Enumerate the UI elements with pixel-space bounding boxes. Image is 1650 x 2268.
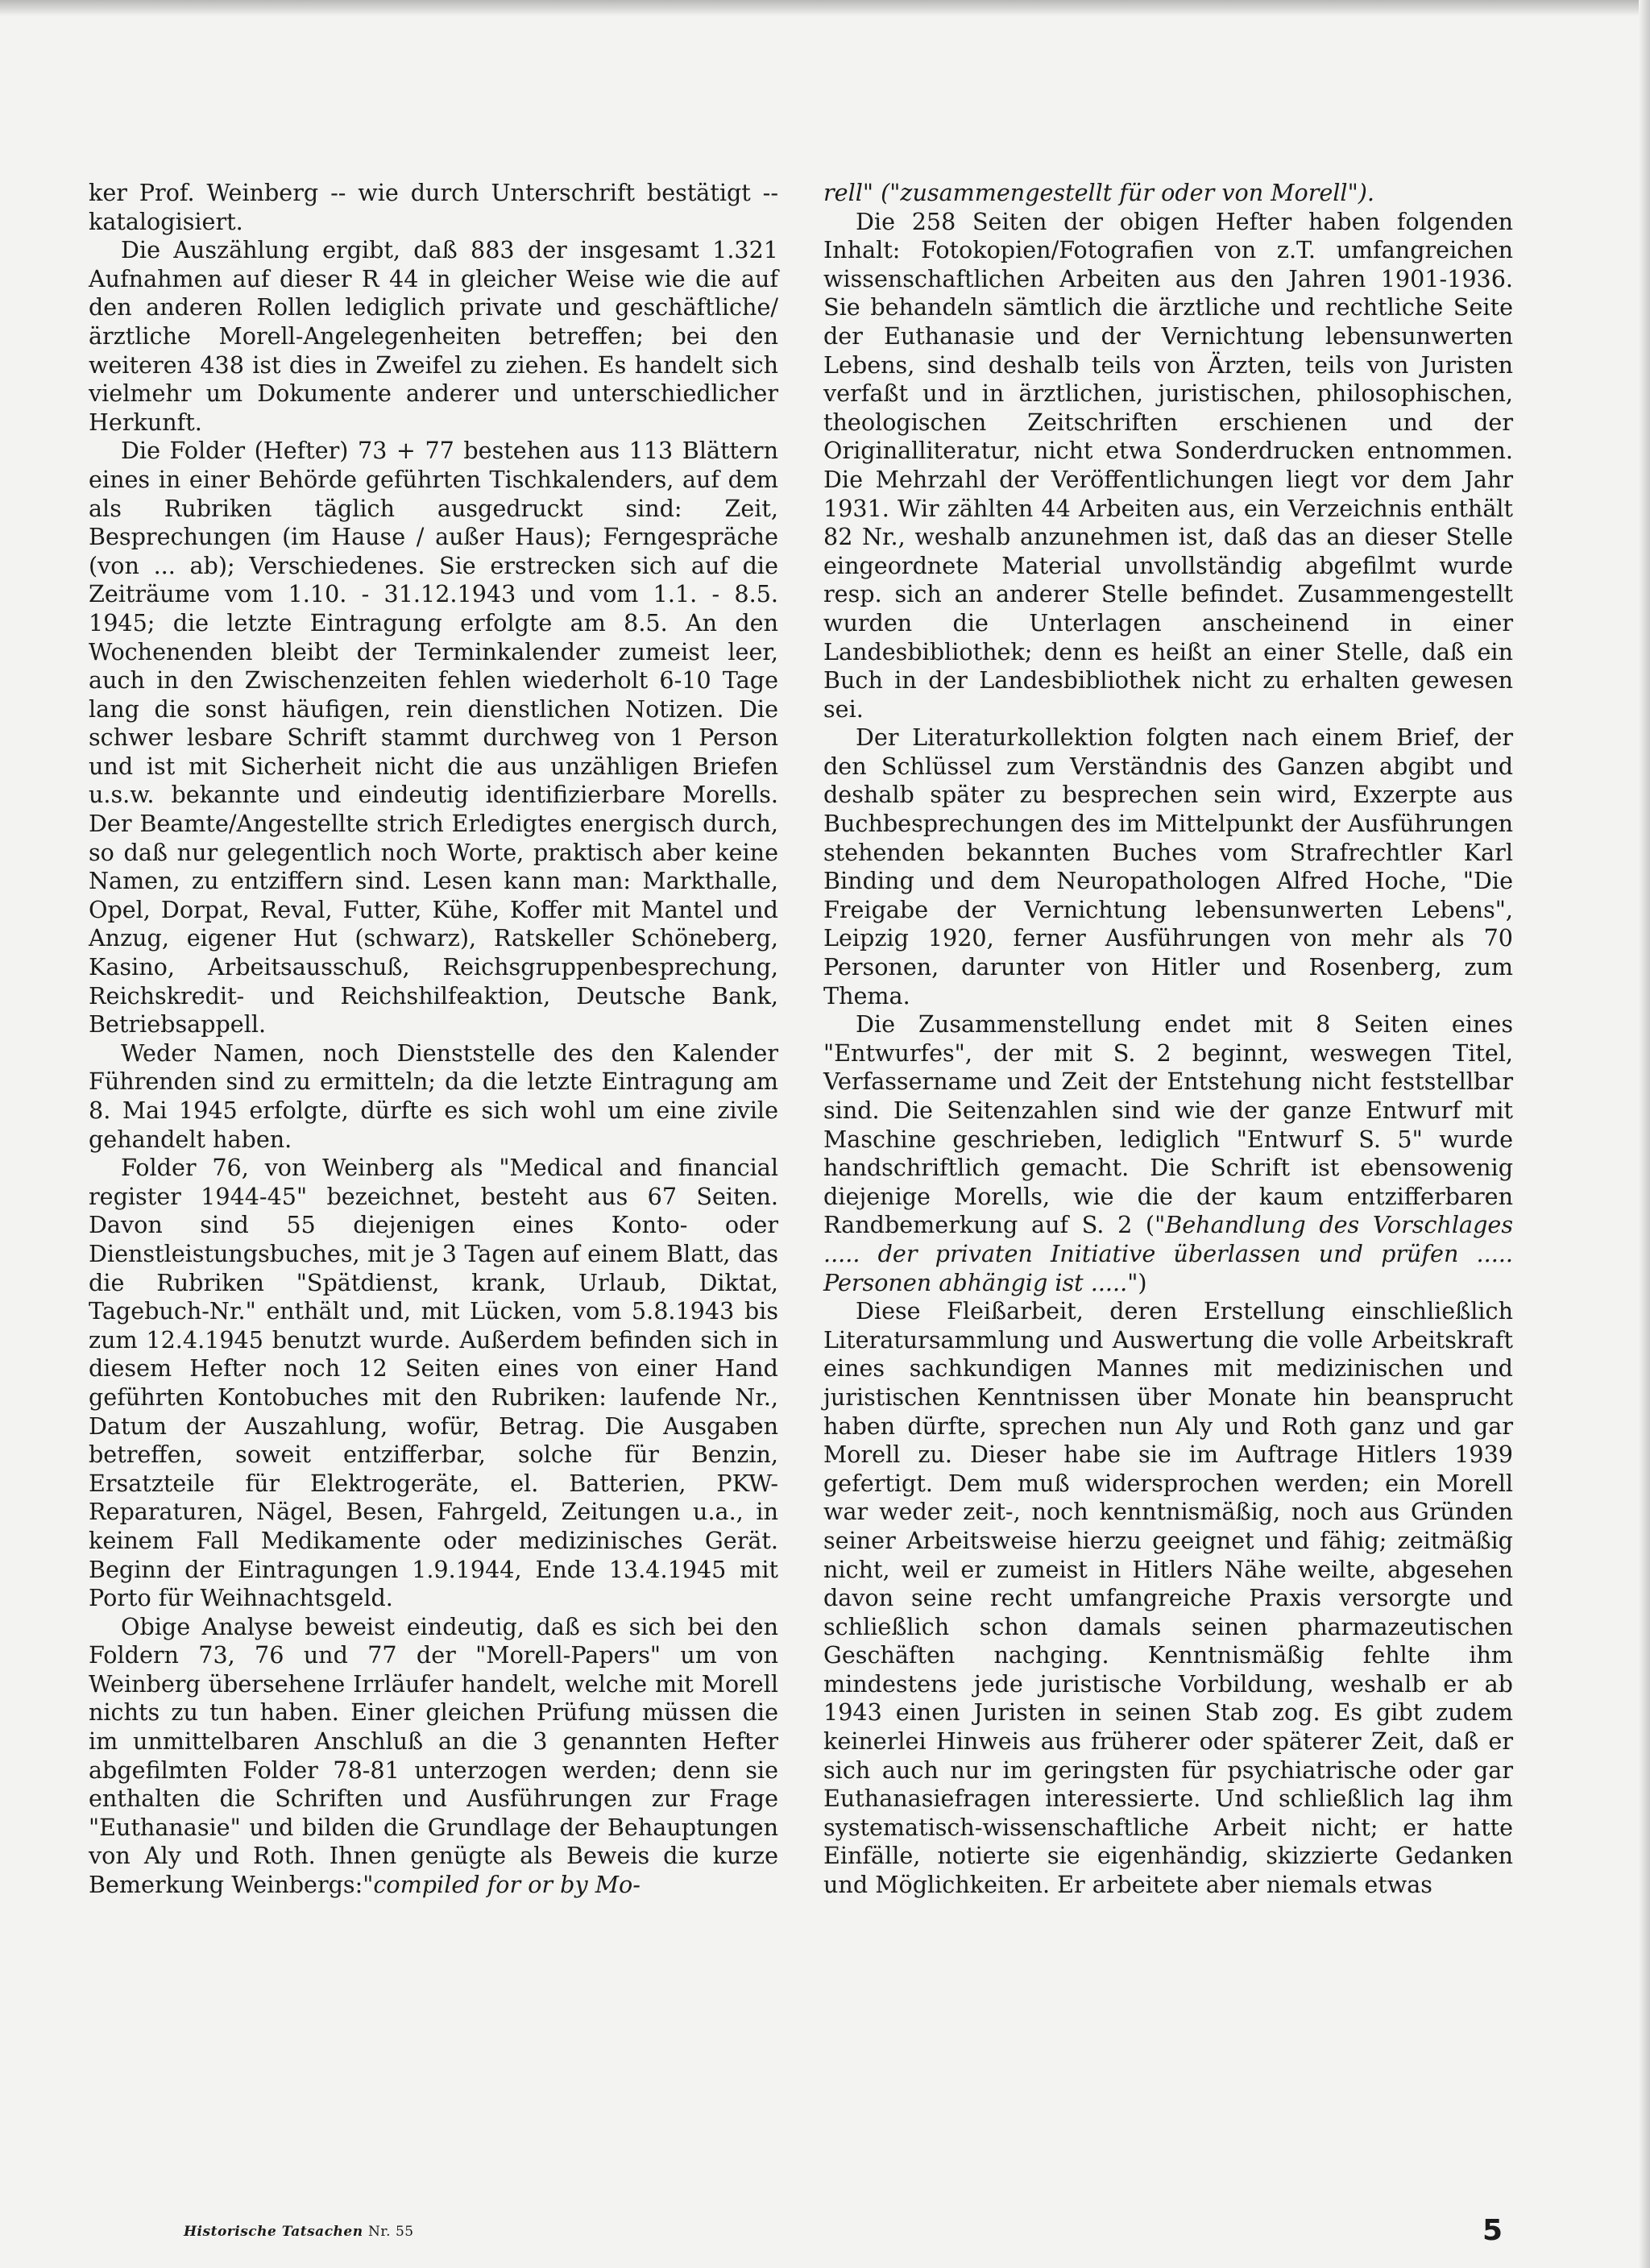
paragraph-italic-text: rell" ("zusammengestellt für oder von Morell"). bbox=[823, 179, 1374, 206]
scan-edge-right bbox=[1639, 0, 1650, 2268]
right-column bbox=[823, 179, 1513, 1900]
paragraph bbox=[89, 1613, 778, 1900]
left-column bbox=[89, 179, 778, 1900]
paragraph-text: Diese Fleißarbeit, deren Erstellung einschließlich Literatursammlung und Auswertung die volle Arbeitskraft eines sachkundigen Mannes mit medizinischen und juristischen Kenntnissen über Monate hin beansprucht haben dürfte, sprechen nun Aly und Roth ganz und gar Morell zu. Dieser habe sie im Auftrage Hitlers 1939 gefertigt. Dem muß widersprochen werden; ein Morell war weder zeit-, noch kenntnismäßig, noch aus Gründen seiner Arbeitsweise hierzu geeignet und fähig; zeitmäßig nicht, weil er zumeist in Hitlers Nähe weilte, abgesehen davon seine recht umfangreiche Praxis versorgte und schließlich schon damals seinen pharmazeutischen Geschäften nachging. Kenntnismäßig fehlte ihm mindestens jede juristische Vorbildung, weshalb er ab 1943 einen Juristen in seinen Stab zog. Es gibt zudem keinerlei Hinweis aus früherer oder späterer Zeit, daß er sich auch nur im geringsten für psychiatrische oder gar Euthanasiefragen interessierte. Und schließlich lag ihm systematisch-wissenschaftliche Arbeit nicht; er hatte Einfälle, notierte sie eigenhändig, skizzierte Gedanken und Möglichkeiten. Er arbeitete aber niemals etwas bbox=[823, 1297, 1513, 1899]
journal-title: Historische Tatsachen bbox=[184, 2224, 363, 2240]
scan-edge-top bbox=[0, 0, 1650, 16]
paragraph-text: Die Auszählung ergibt, daß 883 der insgesamt 1.321 Aufnahmen auf dieser R 44 in gleicher Weise wie die auf den anderen Rollen lediglich private und geschäftliche/ ärztliche Morell-Angelegenheiten betreffen; bei den weiteren 438 ist dies in Zweifel zu ziehen. Es handelt sich vielmehr um Dokumente anderer und unterschiedlicher Herkunft. bbox=[89, 236, 778, 436]
paragraph bbox=[89, 179, 778, 236]
paragraph-italic-text: "compiled for or by Mo- bbox=[363, 1871, 641, 1899]
paragraph-text: Obige Analyse beweist eindeutig, daß es sich bei den Foldern 73, 76 und 77 der "Morell-Papers" um von Weinberg übersehene Irrläufer handelt, welche mit Morell nichts zu tun haben. Einer gleichen Prüfung müssen die im unmittelbaren Anschluß an die 3 genannten Hefter abgefilmten Folder 78-81 unterzogen werden; denn sie enthalten die Schriften und Ausführungen zur Frage "Euthanasie" und bilden die Grundlage der Behauptungen von Aly und Roth. Ihnen genügte als Beweis die kurze Bemerkung Weinbergs: bbox=[89, 1612, 778, 1899]
issue-number: Nr. 55 bbox=[368, 2224, 414, 2240]
page-number: 5 bbox=[1482, 2214, 1503, 2247]
paragraph-text: Die Zusammenstellung endet mit 8 Seiten eines "Entwurfes", der mit S. 2 beginnt, weswegen Titel, Verfassername und Zeit der Entstehung nicht feststellbar sind. Die Seitenzahlen sind wie der ganze Entwurf mit Maschine geschrieben, lediglich "Entwurf S. 5" wurde handschriftlich gemacht. Die Schrift ist ebensowenig diejenige Morells, wie die der kaum entzifferbaren Randbemerkung auf S. 2 ( bbox=[823, 1010, 1513, 1239]
paragraph-text: ker Prof. Weinberg -- wie durch Unterschrift bestätigt -- katalogisiert. bbox=[89, 179, 778, 235]
paragraph-text: Folder 76, von Weinberg als "Medical and financial register 1944-45" bezeichnet, besteht aus 67 Seiten. Davon sind 55 diejenigen eines Konto- oder Dienstleistungsbuches, mit je 3 Tagen auf einem Blatt, das die Rubriken "Spätdienst, krank, Urlaub, Diktat, Tagebuch-Nr." enthält und, mit Lücken, vom 5.8.1943 bis zum 12.4.1945 benutzt wurde. Außerdem befinden sich in diesem Hefter noch 12 Seiten eines von einer Hand geführten Kontobuches mit den Rubriken: laufende Nr., Datum der Auszahlung, wofür, Betrag. Die Ausgaben betreffen, soweit entzifferbar, solche für Benzin, Ersatzteile für Elektrogeräte, el. Batterien, PKW-Reparaturen, Nägel, Besen, Fahrgeld, Zeitungen u.a., in keinem Fall Medikamente oder medizinisches Gerät. Beginn der Eintragungen 1.9.1944, Ende 13.4.1945 mit Porto für Weihnachtsgeld. bbox=[89, 1154, 778, 1612]
paragraph bbox=[823, 724, 1513, 1010]
paragraph bbox=[823, 208, 1513, 724]
paragraph bbox=[89, 236, 778, 437]
paragraph bbox=[89, 1154, 778, 1613]
paragraph bbox=[823, 179, 1513, 208]
paragraph bbox=[823, 1010, 1513, 1297]
paragraph-italic-text: "Behandlung des Vorschlages ..... der privaten Initiative überlassen und prüfen ..... Personen abhängig ist ....." bbox=[823, 1211, 1513, 1296]
paragraph bbox=[823, 1297, 1513, 1899]
paragraph-text: Weder Namen, noch Dienststelle des den Kalender Führenden sind zu ermitteln; da die letzte Eintragung am 8. Mai 1945 erfolgte, dürfte es sich wohl um eine zivile gehandelt haben. bbox=[89, 1039, 778, 1153]
paragraph bbox=[89, 1039, 778, 1154]
footer-journal bbox=[184, 2224, 414, 2240]
paragraph-text: Die 258 Seiten der obigen Hefter haben folgenden Inhalt: Fotokopien/Fotografien von z.T. umfangreichen wissenschaftlichen Arbeiten aus den Jahren 1901-1936. Sie behandeln sämtlich die ärztliche und rechtliche Seite der Euthanasie und der Vernichtung lebensunwerten Lebens, sind deshalb teils von Ärzten, teils von Juristen verfaßt und in ärztlichen, juristischen, philosophischen, theologischen Zeitschriften erschienen und der Originalliteratur, nicht etwa Sonderdrucken entnommen. Die Mehrzahl der Veröffentlichungen liegt vor dem Jahr 1931. Wir zählten 44 Arbeiten aus, ein Verzeichnis enthält 82 Nr., weshalb anzunehmen ist, daß das an dieser Stelle eingeordnete Material unvollständig abgefilmt wurde resp. sich an anderer Stelle befindet. Zusammengestellt wurden die Unterlagen anscheinend in einer Landesbibliothek; denn es heißt an einer Stelle, daß ein Buch in der Landesbibliothek nicht zu erhalten gewesen sei. bbox=[823, 207, 1513, 723]
paragraph-text: Die Folder (Hefter) 73 + 77 bestehen aus 113 Blättern eines in einer Behörde geführten Tischkalenders, auf dem als Rubriken täglich ausgedruckt sind: Zeit, Besprechungen (im Hause / außer Haus); Ferngespräche (von ... ab); Verschiedenes. Sie erstrecken sich auf die Zeiträume vom 1.10. - 31.12.1943 und vom 1.1. - 8.5. 1945; die letzte Eintragung erfolgte am 8.5. An den Wochenenden bleibt der Terminkalender zumeist leer, auch in den Zwischenzeiten fehlen wiederholt 6-10 Tage lang die sonst häufigen, rein dienstlichen Notizen. Die schwer lesbare Schrift stammt durchweg von 1 Person und ist mit Sicherheit nicht die aus unzähligen Briefen u.s.w. bekannte und eindeutig identifizierbare Morells. Der Beamte/Angestellte strich Erledigtes energisch durch, so daß nur gelegentlich noch Worte, praktisch aber keine Namen, zu entziffern sind. Lesen kann man: Markthalle, Opel, Dorpat, Reval, Futter, Kühe, Koffer mit Mantel und Anzug, eigener Hut (schwarz), Ratskeller Schöneberg, Kasino, Arbeitsausschuß, Reichsgruppenbesprechung, Reichskredit- und Reichshilfeaktion, Deutsche Bank, Betriebsappell. bbox=[89, 437, 778, 1039]
paragraph-text: Der Literaturkollektion folgten nach einem Brief, der den Schlüssel zum Verständnis des Ganzen abgibt und deshalb später zu besprechen sein wird, Exzerpte aus Buchbesprechungen des im Mittelpunkt der Ausführungen stehenden bekannten Buches vom Strafrechtler Karl Binding und dem Neuropathologen Alfred Hoche, "Die Freigabe der Vernichtung lebensunwerten Lebens", Leipzig 1920, ferner Ausführungen von mehr als 70 Personen, darunter von Hitler und Rosenberg, zum Thema. bbox=[823, 724, 1513, 1010]
paragraph-text: ) bbox=[1138, 1268, 1147, 1296]
paragraph bbox=[89, 437, 778, 1039]
